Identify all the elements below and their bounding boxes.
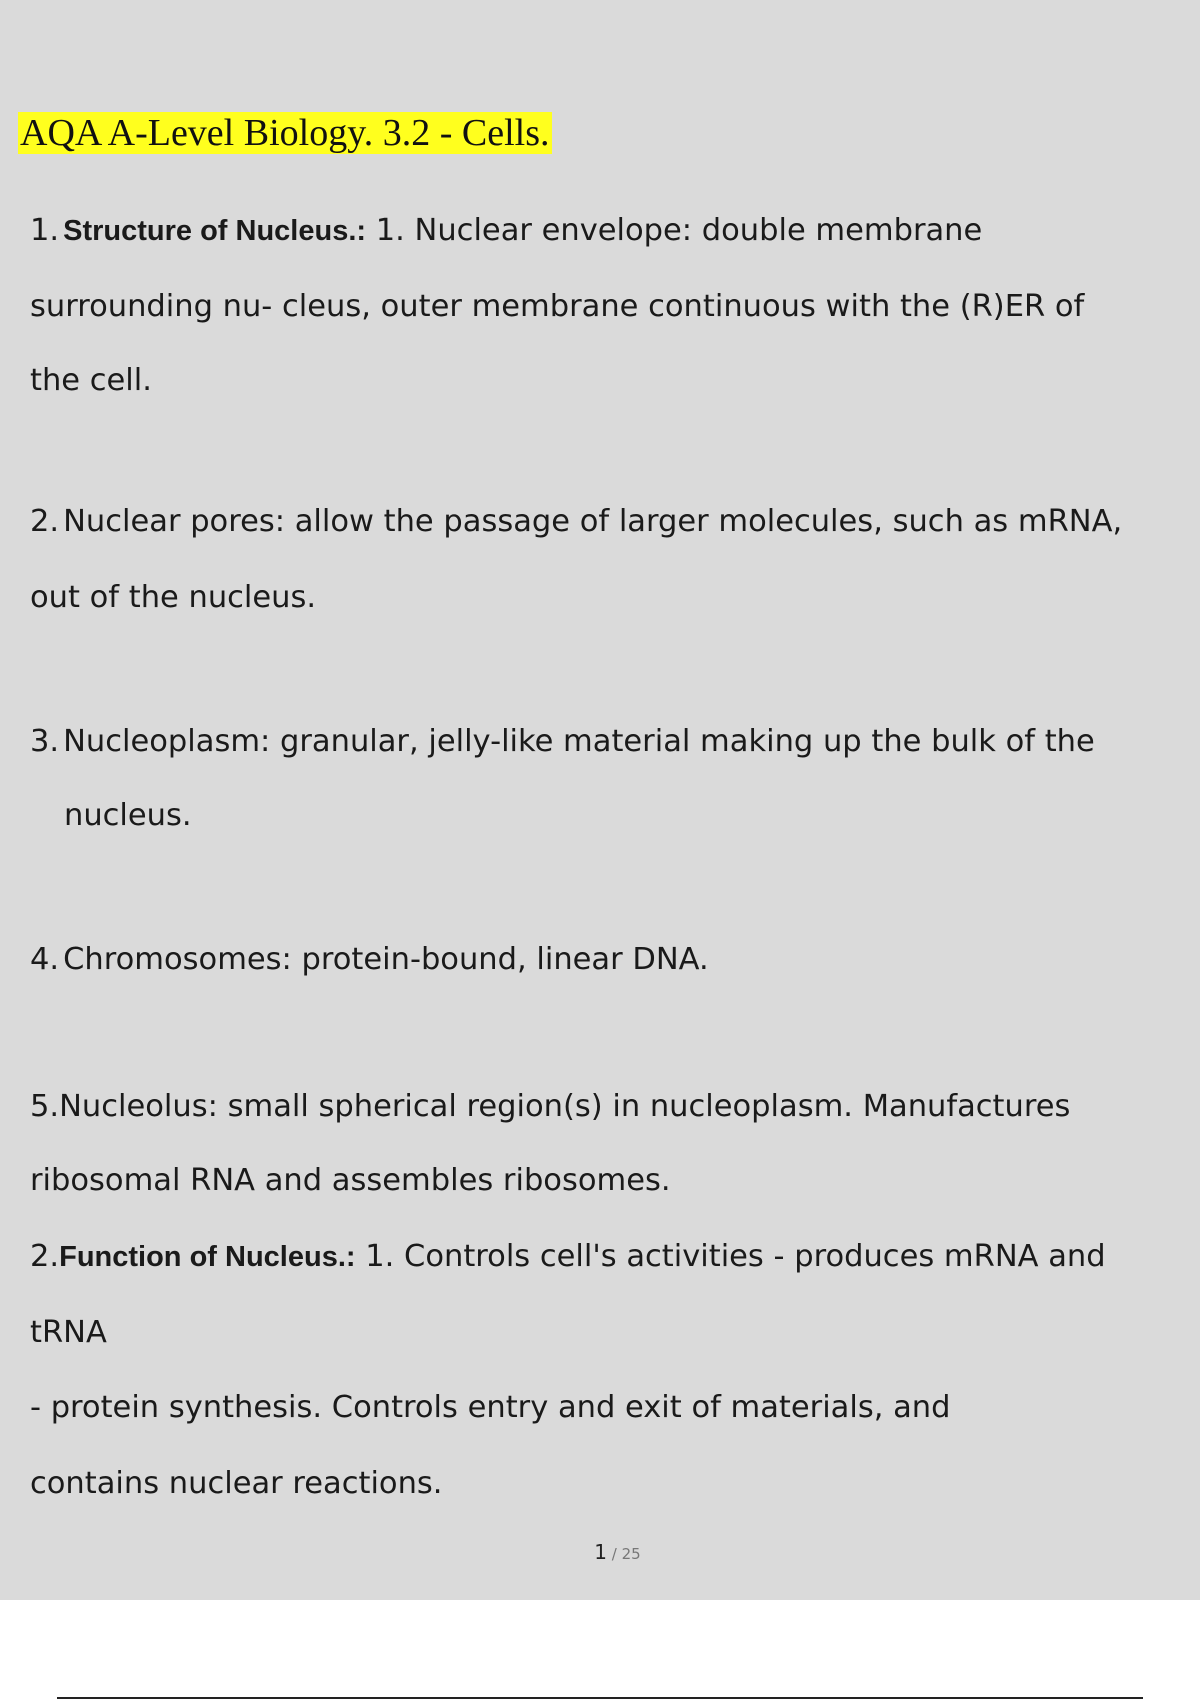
page-separator: / — [607, 1545, 622, 1563]
total-pages: 25 — [621, 1545, 641, 1563]
q2-term: Function of Nucleus.: — [59, 1241, 356, 1273]
q1-item-5-line-1 — [30, 1087, 1070, 1127]
q1-number: 1. — [30, 213, 60, 248]
page-indicator — [0, 1540, 1200, 1564]
q1-term: Structure of Nucleus.: — [63, 215, 367, 247]
q1-item-3-line-1 — [30, 722, 1095, 762]
q1-item-5-text: Nucleolus: small spherical region(s) in nucleoplasm. Manufactures — [59, 1089, 1071, 1124]
q1-item-2-line-1 — [30, 502, 1122, 542]
q1-item-4-text: Chromosomes: protein-bound, linear DNA. — [63, 942, 709, 977]
q1-item-2-line-2: out of the nucleus. — [30, 580, 317, 615]
q1-item-3-text: Nucleoplasm: granular, jelly-like material making up the bulk of the — [63, 724, 1095, 759]
q1-item-4-line-1 — [30, 940, 709, 980]
next-page-top-rule — [57, 1697, 1143, 1699]
q2-number: 2. — [30, 1239, 60, 1274]
q2-line-3: - protein synthesis. Controls entry and exit of materials, and — [30, 1390, 951, 1425]
q2-line-2: tRNA — [30, 1315, 107, 1350]
q1-item-4-number: 4. — [30, 942, 60, 977]
title-highlight — [18, 108, 552, 158]
q1-item-2-number: 2. — [30, 504, 60, 539]
q2-line-4: contains nuclear reactions. — [30, 1466, 443, 1501]
q1-item-2-text: Nuclear pores: allow the passage of larger molecules, such as mRNA, — [63, 504, 1123, 539]
q1-definition-part-1: 1. Nuclear envelope: double membrane — [366, 213, 983, 248]
q1-line-1 — [30, 211, 982, 251]
q2-line-1 — [30, 1237, 1106, 1277]
document-title: AQA A-Level Biology. 3.2 - Cells. — [20, 112, 550, 154]
q1-item-3-line-2: nucleus. — [64, 798, 192, 833]
q1-line-2: surrounding nu- cleus, outer membrane continuous with the (R)ER of — [30, 289, 1085, 324]
q1-item-3-number: 3. — [30, 724, 60, 759]
q1-line-3: the cell. — [30, 363, 152, 398]
q1-item-5-line-2: ribosomal RNA and assembles ribosomes. — [30, 1163, 671, 1198]
current-page-number: 1 — [594, 1540, 608, 1564]
q2-definition-part-1: 1. Controls cell's activities - produces mRNA and — [355, 1239, 1106, 1274]
q1-item-5-number: 5. — [30, 1089, 60, 1124]
